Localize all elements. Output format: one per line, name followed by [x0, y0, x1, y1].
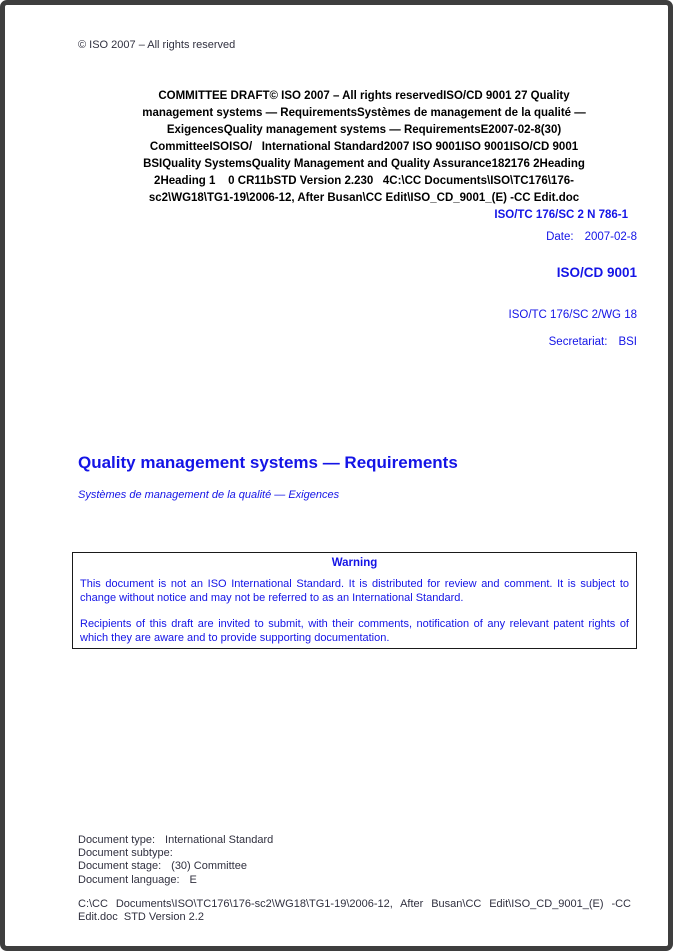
document-stage-value: (30) Committee — [171, 860, 247, 873]
document-title-english: Quality management systems — Requirements — [78, 453, 458, 472]
document-stage-label: Document stage: — [78, 860, 162, 873]
header-metadata-line: CommitteeISOISO/ International Standard2007 ISO 9001ISO 9001ISO/CD 9001 — [149, 141, 579, 153]
secretariat-value: BSI — [618, 336, 637, 348]
document-title-french: Systèmes de management de la qualité — Exigences — [78, 489, 340, 501]
document-subtype-row — [78, 847, 273, 860]
document-language-row — [78, 874, 273, 887]
header-metadata-line: ExigencesQuality management systems — RequirementsE2007-02-8(30) — [166, 124, 562, 136]
document-reference-number: ISO/TC 176/SC 2 N 786-1 — [494, 209, 628, 221]
warning-box — [72, 552, 637, 649]
header-metadata-block — [90, 88, 638, 224]
warning-paragraph: This document is not an ISO International Standard. It is distributed for review and comment. It is subject to change without notice and may not be referred to as an International Standard. — [80, 578, 629, 604]
document-type-row — [78, 834, 273, 847]
warning-title: Warning — [331, 557, 378, 569]
secretariat-label: Secretariat: — [548, 336, 608, 348]
date-value: 2007-02-8 — [584, 231, 637, 243]
header-metadata-line: COMMITTEE DRAFT© ISO 2007 – All rights reservedISO/CD 9001 27 Quality — [158, 90, 570, 102]
footer-file-path-line: Edit.doc STD Version 2.2 — [78, 911, 204, 923]
document-stage-row — [78, 860, 273, 873]
document-type-label: Document type: — [78, 834, 156, 846]
warning-paragraph: Recipients of this draft are invited to submit, with their comments, notification of any relevant patent rights of which they are aware and to provide supporting documentation. — [80, 618, 629, 644]
document-language-label: Document language: — [78, 873, 180, 886]
header-metadata-line: BSIQuality SystemsQuality Management and Quality Assurance182176 2Heading — [143, 158, 585, 170]
document-info-block — [78, 834, 273, 887]
document-code: ISO/CD 9001 — [556, 265, 637, 280]
footer-file-path — [78, 898, 631, 924]
document-subtype-label: Document subtype: — [78, 847, 173, 860]
footer-file-path-line: C:\CC Documents\ISO\TC176\176-sc2\WG18\TG1-19\2006-12, After Busan\CC Edit\ISO_CD_9001_(E) -CC — [78, 898, 631, 910]
committee-reference: ISO/TC 176/SC 2/WG 18 — [508, 309, 637, 321]
date-line — [546, 231, 637, 243]
copyright-notice: © ISO 2007 – All rights reserved — [78, 39, 236, 51]
header-metadata-line: management systems — RequirementsSystèmes de management de la qualité — — [142, 107, 586, 119]
date-label: Date: — [546, 231, 574, 243]
header-metadata-line: sc2\WG18\TG1-19\2006-12, After Busan\CC Edit\ISO_CD_9001_(E) -CC Edit.doc — [148, 192, 580, 204]
header-metadata-line: 2Heading 1 0 CR11bSTD Version 2.230 4C:\CC Documents\ISO\TC176\176- — [154, 175, 574, 187]
document-type-value: International Standard — [165, 834, 274, 846]
document-language-value: E — [189, 873, 197, 886]
secretariat-line — [549, 336, 637, 348]
